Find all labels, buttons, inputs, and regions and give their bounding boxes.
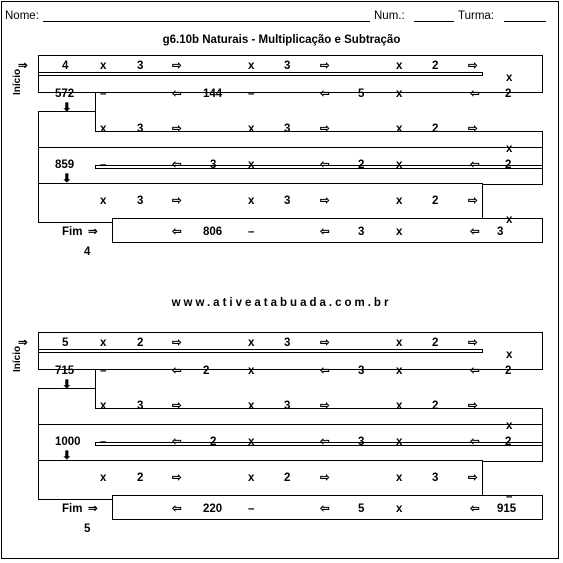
arrow-r4-3: ⇦ — [470, 159, 480, 171]
arrow-r3-1: ⇨ — [172, 400, 182, 412]
op-r4-3: x — [396, 436, 403, 448]
op-r2-1: – — [100, 88, 107, 100]
arrow-r2-2: ⇦ — [320, 365, 330, 377]
left-value-r4: 859 — [55, 159, 75, 171]
op-r2-3: x — [396, 365, 403, 377]
arrow-down-2: ⬇ — [62, 173, 72, 185]
val-r6-3: 915 — [497, 503, 517, 515]
turma-label: Turma: — [458, 10, 494, 22]
val-r3-1: 3 — [137, 400, 144, 412]
left-value-r2: 572 — [55, 88, 75, 100]
arrow-r3-3: ⇨ — [468, 400, 478, 412]
op-r6-1: – — [248, 226, 255, 238]
op-r4-1: – — [100, 436, 107, 448]
val-r4-2: 3 — [358, 436, 365, 448]
op-r6-2: x — [396, 226, 403, 238]
arrow-r6-3: ⇦ — [470, 226, 480, 238]
arrow-r5-1: ⇨ — [172, 195, 182, 207]
num-field[interactable] — [414, 21, 454, 22]
op-r3-3: x — [396, 400, 403, 412]
arrow-r6-2: ⇦ — [320, 503, 330, 515]
arrow-r4-1: ⇦ — [172, 436, 182, 448]
fim-arrow: ⇒ — [88, 503, 98, 515]
val-r6-3: 3 — [497, 226, 504, 238]
op-r2-1: – — [100, 365, 107, 377]
op-r3-2: x — [248, 400, 255, 412]
val-r4-3: 2 — [505, 159, 512, 171]
val-r5-3: 3 — [432, 472, 439, 484]
val-r3-2: 3 — [284, 400, 291, 412]
arrow-r3-2: ⇨ — [320, 400, 330, 412]
num-label: Num.: — [374, 10, 405, 22]
page-title: g6.10b Naturais - Multiplicação e Subtração — [162, 34, 401, 46]
op-r4-3: x — [396, 159, 403, 171]
arrow-r1-3: ⇨ — [468, 60, 478, 72]
val-r2-2: 3 — [358, 365, 365, 377]
arrow-r3-3: ⇨ — [468, 123, 478, 135]
val-r4-3: 2 — [505, 436, 512, 448]
op-r1-3: x — [396, 337, 403, 349]
arrow-r2-1: ⇦ — [172, 365, 182, 377]
arrow-r1-3: ⇨ — [468, 337, 478, 349]
arrow-r1-2: ⇨ — [320, 60, 330, 72]
start-arrow: ⇒ — [18, 337, 28, 349]
result-value: 5 — [84, 523, 91, 535]
op-r3-1: x — [100, 400, 107, 412]
arrow-r6-1: ⇦ — [172, 503, 182, 515]
nome-label: Nome: — [5, 10, 39, 22]
start-value: 5 — [62, 337, 69, 349]
arrow-r4-3: ⇦ — [470, 436, 480, 448]
fim-label: Fim — [62, 226, 83, 238]
op-r4-2: x — [248, 436, 255, 448]
val-r4-1: 3 — [210, 159, 217, 171]
arrow-r6-2: ⇦ — [320, 226, 330, 238]
op-r2-2: x — [248, 365, 255, 377]
arrow-r6-1: ⇦ — [172, 226, 182, 238]
val-r3-2: 3 — [284, 123, 291, 135]
arrow-r6-3: ⇦ — [470, 503, 480, 515]
arrow-r2-1: ⇦ — [172, 88, 182, 100]
op-r5-2: x — [248, 472, 255, 484]
arrow-r3-2: ⇨ — [320, 123, 330, 135]
op-r1-2: x — [248, 60, 255, 72]
op-r5-3: x — [396, 195, 403, 207]
val-r1-2: 3 — [284, 337, 291, 349]
op-r5-3: x — [396, 472, 403, 484]
op-r3-3: x — [396, 123, 403, 135]
val-r6-1: 806 — [203, 226, 223, 238]
op-r2-2: – — [248, 88, 255, 100]
val-r1-3: 2 — [432, 337, 439, 349]
val-r2-2: 5 — [358, 88, 365, 100]
arrow-r2-2: ⇦ — [320, 88, 330, 100]
arrow-r4-1: ⇦ — [172, 159, 182, 171]
op-r5-1: x — [100, 472, 107, 484]
val-r1-1: 2 — [137, 337, 144, 349]
nome-field[interactable] — [43, 21, 370, 22]
val-r2-1: 2 — [203, 365, 210, 377]
arrow-r3-1: ⇨ — [172, 123, 182, 135]
op-r1-2: x — [248, 337, 255, 349]
op-r6-1: – — [248, 503, 255, 515]
arrow-r1-1: ⇨ — [172, 337, 182, 349]
arrow-r1-2: ⇨ — [320, 337, 330, 349]
op-r2-3: x — [396, 88, 403, 100]
val-r1-2: 3 — [284, 60, 291, 72]
op-r1-1: x — [100, 337, 107, 349]
op-r4-1: – — [100, 159, 107, 171]
arrow-r5-3: ⇨ — [468, 195, 478, 207]
op-r3-1: x — [100, 123, 107, 135]
op-r1-1: x — [100, 60, 107, 72]
arrow-r5-2: ⇨ — [320, 195, 330, 207]
arrow-r5-3: ⇨ — [468, 472, 478, 484]
val-r3-1: 3 — [137, 123, 144, 135]
val-r3-3: 2 — [432, 123, 439, 135]
val-r4-1: 2 — [210, 436, 217, 448]
val-r3-3: 2 — [432, 400, 439, 412]
arrow-r5-2: ⇨ — [320, 472, 330, 484]
val-r5-1: 2 — [137, 472, 144, 484]
turma-field[interactable] — [504, 21, 546, 22]
val-r5-1: 3 — [137, 195, 144, 207]
val-r5-2: 2 — [284, 472, 291, 484]
result-value: 4 — [84, 246, 91, 258]
arrow-down-2: ⬇ — [62, 450, 72, 462]
website-url: www.ativeatabuada.com.br — [171, 297, 392, 309]
arrow-r4-2: ⇦ — [320, 436, 330, 448]
val-r6-2: 5 — [358, 503, 365, 515]
val-r2-3: 2 — [505, 88, 512, 100]
op-turn-1: x — [506, 349, 513, 361]
op-turn-2: x — [506, 143, 513, 155]
val-r5-2: 3 — [284, 195, 291, 207]
arrow-down-1: ⬇ — [62, 379, 72, 391]
op-r1-3: x — [396, 60, 403, 72]
op-turn-2: x — [506, 420, 513, 432]
op-r4-2: x — [248, 159, 255, 171]
op-r5-2: x — [248, 195, 255, 207]
arrow-r5-1: ⇨ — [172, 472, 182, 484]
left-value-r4: 1000 — [55, 436, 81, 448]
arrow-r2-3: ⇦ — [470, 365, 480, 377]
arrow-down-1: ⬇ — [62, 102, 72, 114]
val-r1-1: 3 — [137, 60, 144, 72]
val-r2-3: 2 — [505, 365, 512, 377]
val-r6-1: 220 — [203, 503, 223, 515]
val-r4-2: 2 — [358, 159, 365, 171]
arrow-r2-3: ⇦ — [470, 88, 480, 100]
op-r3-2: x — [248, 123, 255, 135]
inicio-label: Início — [12, 345, 23, 372]
arrow-r1-1: ⇨ — [172, 60, 182, 72]
fim-label: Fim — [62, 503, 83, 515]
start-arrow: ⇒ — [18, 60, 28, 72]
inicio-label: Início — [12, 68, 23, 95]
val-r2-1: 144 — [203, 88, 223, 100]
op-turn-1: x — [506, 72, 513, 84]
arrow-r4-2: ⇦ — [320, 159, 330, 171]
op-turn-3: x — [506, 214, 513, 226]
val-r6-2: 3 — [358, 226, 365, 238]
op-r5-1: x — [100, 195, 107, 207]
val-r5-3: 2 — [432, 195, 439, 207]
val-r1-3: 2 — [432, 60, 439, 72]
start-value: 4 — [62, 60, 69, 72]
op-r6-2: x — [396, 503, 403, 515]
left-value-r2: 715 — [55, 365, 75, 377]
fim-arrow: ⇒ — [88, 226, 98, 238]
op-turn-3: – — [506, 491, 513, 503]
